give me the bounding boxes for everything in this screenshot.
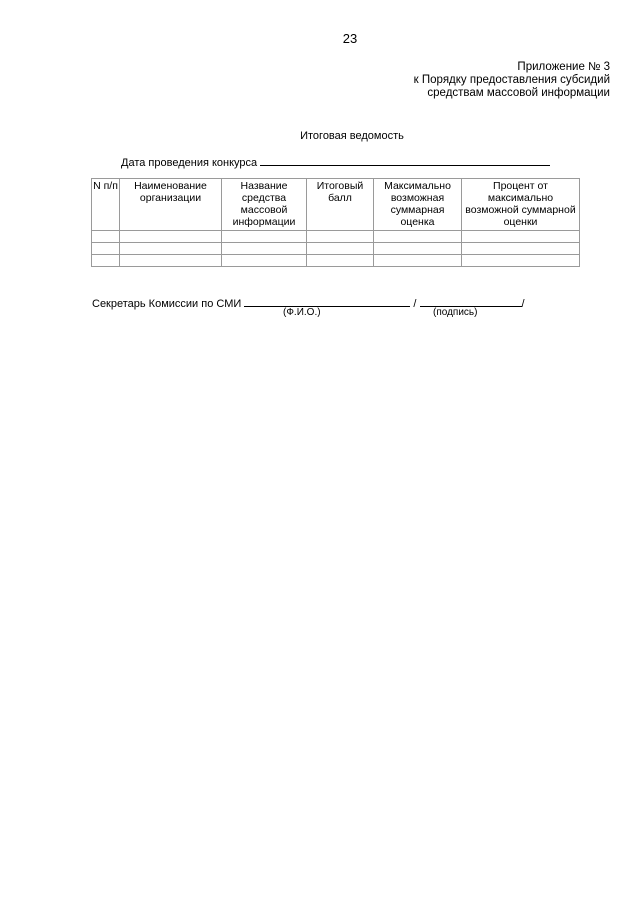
table-cell (92, 255, 120, 267)
table-row (92, 255, 580, 267)
secretary-label: Секретарь Комиссии по СМИ (92, 298, 242, 310)
signature-hint: (подпись) (433, 307, 478, 318)
header-cell-number: N п/п (92, 179, 120, 231)
signature-underline (420, 296, 522, 307)
appendix-line-1: Приложение № 3 (517, 61, 610, 73)
table-cell (462, 231, 580, 243)
table-cell (374, 243, 462, 255)
date-label: Дата проведения конкурса (121, 157, 258, 169)
header-cell-organization: Наименование организации (120, 179, 222, 231)
table-row (92, 243, 580, 255)
table-cell (462, 243, 580, 255)
header-cell-total-score: Итоговый балл (307, 179, 374, 231)
table-cell (222, 243, 307, 255)
header-cell-percent: Процент от максимально возможной суммарной оценки (462, 179, 580, 231)
appendix-line-3: средствам массовой информации (427, 87, 610, 99)
page-number: 23 (342, 31, 358, 46)
appendix-header (414, 61, 610, 100)
table-cell (374, 255, 462, 267)
table-cell (307, 255, 374, 267)
table-cell (462, 255, 580, 267)
table-cell (307, 243, 374, 255)
table-cell (120, 231, 222, 243)
table-cell (307, 231, 374, 243)
signature-separator-end: / (521, 298, 525, 310)
date-field-line (121, 155, 550, 169)
document-title: Итоговая ведомость (300, 130, 404, 142)
appendix-line-2: к Порядку предоставления субсидий (413, 74, 610, 86)
table-cell (120, 255, 222, 267)
table-cell (120, 243, 222, 255)
header-cell-max-score: Максимально возможная суммарная оценка (374, 179, 462, 231)
date-underline (260, 155, 550, 166)
table-cell (222, 255, 307, 267)
results-table (91, 178, 580, 267)
table-cell (92, 231, 120, 243)
table-row (92, 231, 580, 243)
table-header-row (92, 179, 580, 231)
table-cell (374, 231, 462, 243)
name-hint: (Ф.И.О.) (283, 307, 321, 318)
table-cell (222, 231, 307, 243)
name-underline (244, 296, 410, 307)
signature-separator: / (413, 298, 417, 310)
header-cell-media-name: Название средства массовой информации (222, 179, 307, 231)
table-cell (92, 243, 120, 255)
